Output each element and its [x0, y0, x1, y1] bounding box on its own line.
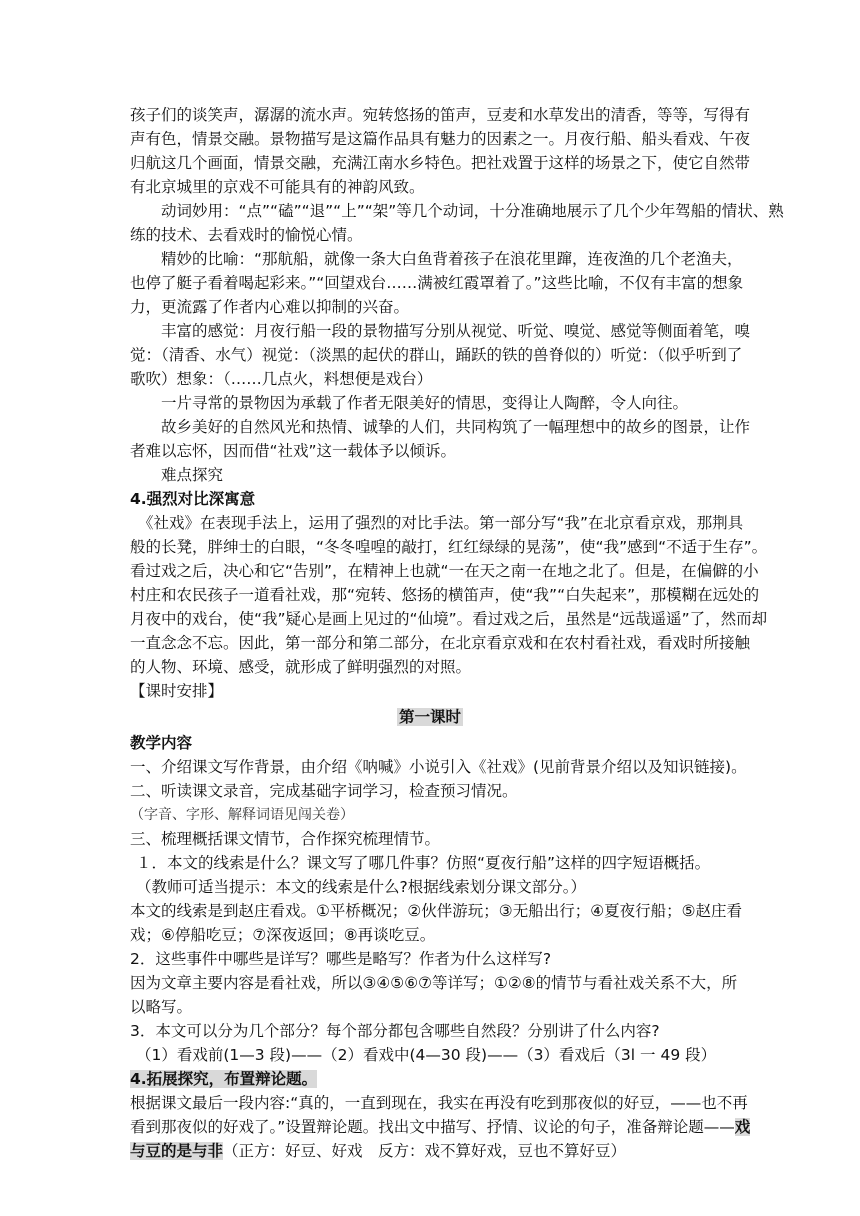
text-line: 歌吹）想象：（……几点火，料想便是戏台） [130, 370, 433, 388]
text-line: 精妙的比喻：“那航船，就像一条大白鱼背着孩子在浪花里蹿，连夜渔的几个老渔夫， [161, 250, 743, 268]
extension-heading-text: 4.拓展探究，布置辩论题。 [130, 1070, 318, 1088]
text-line: 也停了艇子看着喝起彩来。”“回望戏台……满被红霞罩着了。”这些比喻，不仅有丰富的想象 [130, 274, 744, 292]
text-line: 难点探究 [161, 466, 224, 484]
answer-line: 戏；⑥停船吃豆；⑦深夜返回；⑧再谈吃豆。 [130, 926, 436, 944]
answer-line: 因为文章主要内容是看社戏，所以③④⑤⑥⑦等详写；①②⑧的情节与看社戏关系不大，所 [130, 974, 738, 992]
text-line: 者难以忘怀，因而借“社戏”这一载体予以倾诉。 [130, 442, 457, 460]
debate-text: 看到那夜似的好戏了。”设置辩论题。找出文中描写、抒情、议论的句子，准备辩论题—— [130, 1118, 735, 1136]
list-item: 三、梳理概括课文情节，合作探究梳理情节。 [130, 830, 441, 848]
text-line: 的人物、环境、感受，就形成了鲜明强烈的对照。 [130, 658, 472, 676]
text-line: 练的技术、去看戏时的愉悦心情。 [130, 226, 363, 244]
debate-line [130, 1139, 730, 1163]
text-line: 故乡美好的自然风光和热情、诚挚的人们，共同构筑了一幅理想中的故乡的图景，让作 [161, 418, 751, 436]
answer-line: 本文的线索是到赵庄看戏。①平桥概况；②伙伴游玩；③无船出行；④夏夜行船；⑤赵庄看 [130, 902, 742, 920]
debate-topic-b: 与豆的是与非 [130, 1142, 224, 1160]
text-line: 力，更流露了作者内心难以抑制的兴奋。 [130, 298, 410, 316]
text-line: 动词妙用：“点”“磕”“退”“上”“架”等几个动词，十分准确地展示了几个少年驾船的情状、熟 [161, 202, 784, 220]
section-heading: 4.强烈对比深寓意 [130, 490, 256, 508]
answer-line: （1）看戏前(1—3 段)——（2）看戏中(4—30 段)——（3）看戏后（3l 一 49 段） [136, 1046, 717, 1064]
text-line: 看过戏之后，决心和它“告别”，在精神上也就“一在天之南一在地之北了。但是，在偏僻的小 [130, 562, 759, 580]
list-item: 一、介绍课文写作背景，由介绍《呐喊》小说引入《社戏》(见前背景介绍以及知识链接)。 [130, 758, 747, 776]
text-line: 孩子们的谈笑声，潺潺的流水声。宛转悠扬的笛声，豆麦和水草发出的清香，等等，写得有 [130, 106, 751, 124]
text-line: 《社戏》在表现手法上，运用了强烈的对比手法。第一部分写“我”在北京看京戏，那荆具 [138, 514, 744, 532]
lesson-title [130, 705, 730, 729]
question-1: １．本文的线索是什么？课文写了哪几件事？仿照“夏夜行船”这样的四字短语概括。 [136, 854, 711, 872]
answer-line: 以略写。 [130, 998, 193, 1016]
text-line: 月夜中的戏台，使“我”疑心是画上见过的“仙境”。看过戏之后，虽然是“远哉遥遥”了，然而却 [130, 610, 768, 628]
debate-line: 根据课文最后一段内容:“真的，一直到现在，我实在再没有吃到那夜似的好豆，——也不再 [130, 1094, 748, 1112]
extension-heading [130, 1067, 730, 1091]
content-label: 教学内容 [130, 734, 193, 752]
text-line: 归航这几个画面，情景交融，充满江南水乡特色。把社戏置于这样的场景之下，使它自然带 [130, 154, 751, 172]
debate-sides: （正方：好豆、好戏 反方：戏不算好戏，豆也不算好豆） [223, 1142, 627, 1160]
text-line: 村庄和农民孩子一道看社戏，那“宛转、悠扬的横笛声，使“我”“白失起来”，那模糊在远处的 [130, 586, 760, 604]
question-2: 2．这些事件中哪些是详写？哪些是略写？作者为什么这样写? [130, 950, 552, 968]
lesson-title-text: 第一课时 [398, 708, 461, 726]
debate-line [130, 1115, 751, 1139]
list-item-note: （字音、字形、解释词语见闯关卷） [130, 807, 354, 823]
text-line: 一片寻常的景物因为承载了作者无限美好的情思，变得让人陶醉，令人向往。 [161, 394, 689, 412]
text-line: 丰富的感觉：月夜行船一段的景物描写分别从视觉、听觉、嗅觉、感觉等侧面着笔，嗅 [161, 322, 751, 340]
question-3: 3．本文可以分为几个部分？每个部分都包含哪些自然段？分别讲了什么内容? [130, 1022, 660, 1040]
text-line: 一直念念不忘。因此，第一部分和第二部分，在北京看京戏和在农村看社戏，看戏时所接触 [130, 634, 751, 652]
list-item: 二、听读课文录音，完成基础字词学习，检查预习情况。 [130, 782, 518, 800]
text-line: 有北京城里的京戏不可能具有的神韵风致。 [130, 178, 425, 196]
text-line: 声有色，情景交融。景物描写是这篇作品具有魅力的因素之一。月夜行船、船头看戏、午夜 [130, 130, 751, 148]
text-line: 觉：（清香、水气）视觉：（淡黑的起伏的群山，踊跃的铁的兽脊似的）听觉：（似乎听到了 [130, 346, 743, 364]
schedule-heading: 【课时安排】 [130, 682, 224, 700]
hint-note: （教师可适当提示：本文的线索是什么?根据线索划分课文部分。） [136, 878, 586, 896]
debate-topic-a: 戏 [734, 1118, 751, 1136]
text-line: 般的长凳，胖绅士的白眼，“冬冬喤喤的敲打，红红绿绿的晃荡”，使“我”感到“不适于生存”。 [130, 538, 768, 556]
